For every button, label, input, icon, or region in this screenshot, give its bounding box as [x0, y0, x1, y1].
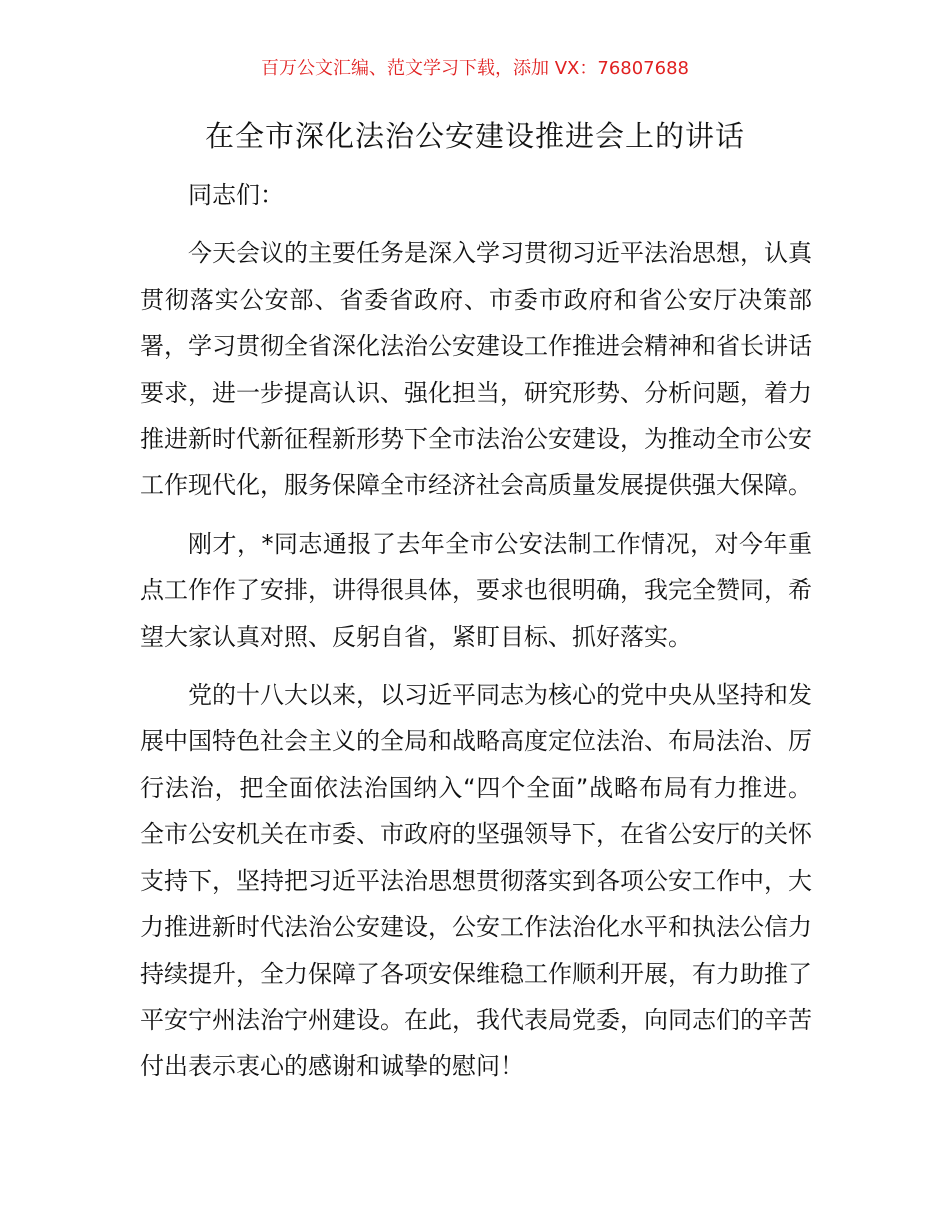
greeting: 同志们：	[188, 181, 284, 209]
promo-banner: 百万公文汇编、范文学习下载，添加 VX：76807688	[261, 58, 689, 79]
paragraph-3: 党的十八大以来，以习近平同志为核心的党中央从坚持和发展中国特色社会主义的全局和战略高度定位法治、布局法治、厉行法治，把全面依法治国纳入“四个全面”战略布局有力推进。全市公安机关在市委、市政府的坚强领导下，在省公安厅的关怀支持下，坚持把习近平法治思想贯彻落实到各项公安工作中，大力推进新时代法治公安建设，公安工作法治化水平和执法公信力持续提升，全力保障了各项安保维稳工作顺利开展，有力助推了平安宁州法治宁州建设。在此，我代表局党委，向同志们的辛苦付出表示衷心的感谢和诚挚的慰问！	[140, 681, 812, 1081]
document-title: 在全市深化法治公安建设推进会上的讲话	[204, 119, 745, 153]
document-body	[140, 172, 812, 1090]
paragraph-2: 刚才，*同志通报了去年全市公安法制工作情况，对今年重点工作作了安排，讲得很具体，要求也很明确，我完全赞同，希望大家认真对照、反躬自省，紧盯目标、抓好落实。	[140, 529, 812, 651]
paragraph-1: 今天会议的主要任务是深入学习贯彻习近平法治思想，认真贯彻落实公安部、省委省政府、市委市政府和省公安厅决策部署，学习贯彻全省深化法治公安建设工作推进会精神和省长讲话要求，进一步提高认识、强化担当，研究形势、分析问题，着力推进新时代新征程新形势下全市法治公安建设，为推动全市公安工作现代化，服务保障全市经济社会高质量发展提供强大保障。	[140, 239, 812, 500]
